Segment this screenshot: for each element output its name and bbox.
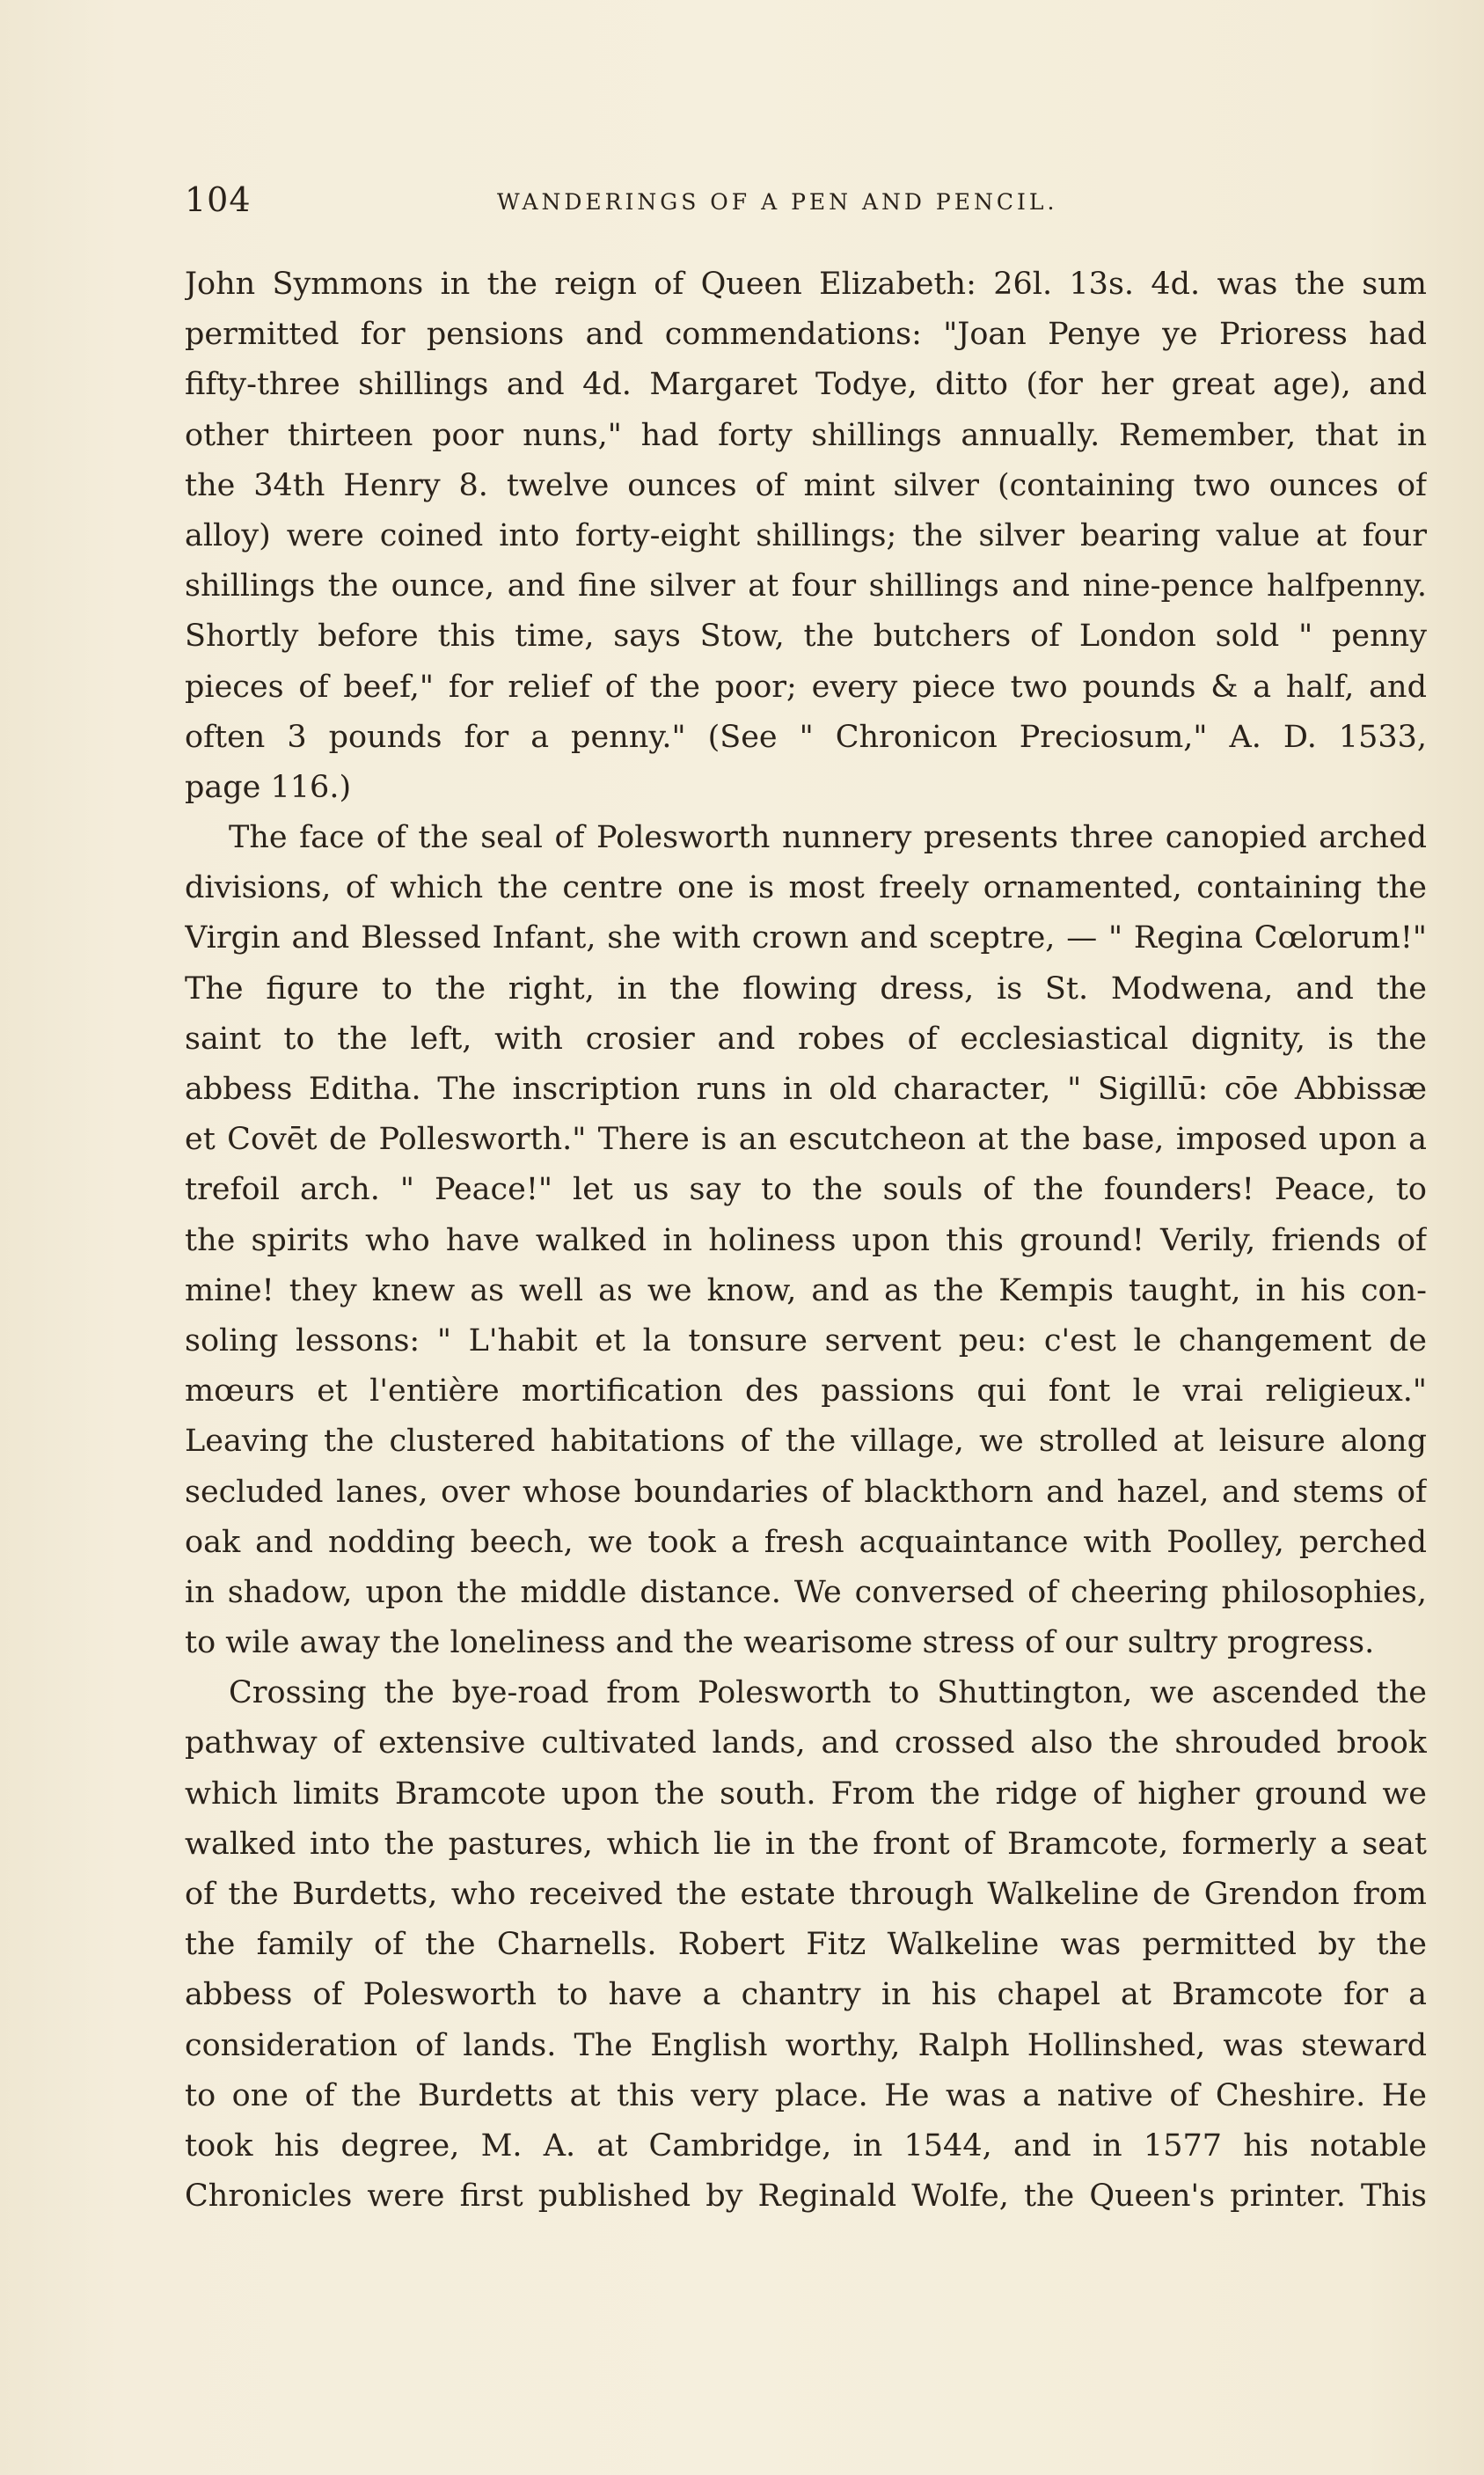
running-head: WANDERINGS OF A PEN AND PENCIL.	[497, 189, 1058, 215]
text-line: secluded lanes, over whose boundaries of blackthorn and hazel, and stems of	[185, 1474, 1427, 1510]
text-line: page 116.)	[185, 769, 352, 805]
text-line: other thirteen poor nuns," had forty shillings annually. Remember, that in	[185, 417, 1427, 453]
text-line: to wile away the loneliness and the wearisome stress of our sultry progress.	[185, 1625, 1375, 1661]
text-line: abbess Editha. The inscription runs in old character, " Sigillū: cōe Abbissæ	[185, 1072, 1427, 1107]
text-line: et Covēt de Pollesworth." There is an escutcheon at the base, imposed upon a	[185, 1122, 1427, 1158]
text-line: The figure to the right, in the flowing dress, is St. Modwena, and the	[185, 970, 1427, 1007]
text-line: to one of the Burdetts at this very place. He was a native of Cheshire. He	[185, 2077, 1427, 2113]
text-line: often 3 pounds for a penny." (See " Chronicon Preciosum," A. D. 1533,	[185, 719, 1427, 755]
text-line: walked into the pastures, which lie in the front of Bramcote, formerly a seat	[185, 1826, 1427, 1862]
text-line: the family of the Charnells. Robert Fitz Walkeline was permitted by the	[185, 1927, 1427, 1963]
text-line: took his degree, M. A. at Cambridge, in 1544, and in 1577 his notable	[185, 2127, 1427, 2164]
text-line: fifty-three shillings and 4d. Margaret Todye, ditto (for her great age), and	[185, 367, 1427, 403]
body-text	[185, 260, 1427, 2222]
text-line: Shortly before this time, says Stow, the butchers of London sold " penny	[185, 619, 1427, 655]
text-line: mine! they knew as well as we know, and as the Kempis taught, in his con-	[185, 1272, 1427, 1308]
text-line: Virgin and Blessed Infant, she with crown and sceptre, — " Regina Cœlorum!"	[185, 920, 1427, 956]
text-line: pathway of extensive cultivated lands, and crossed also the shrouded brook	[185, 1725, 1427, 1761]
text-line: the spirits who have walked in holiness upon this ground! Verily, friends of	[185, 1222, 1427, 1258]
text-line: trefoil arch. " Peace!" let us say to the souls of the founders! Peace, to	[185, 1172, 1427, 1208]
text-line: oak and nodding beech, we took a fresh acquaintance with Poolley, perched	[185, 1524, 1427, 1560]
page-number: 104	[185, 180, 252, 219]
text-line: alloy) were coined into forty-eight shillings; the silver bearing value at four	[185, 517, 1427, 553]
text-line: soling lessons: " L'habit et la tonsure servent peu: c'est le changement de	[185, 1322, 1427, 1358]
text-line: pieces of beef," for relief of the poor; every piece two pounds & a half, and	[185, 669, 1427, 705]
text-line: The face of the seal of Polesworth nunnery presents three canopied arched	[229, 820, 1427, 856]
text-line: in shadow, upon the middle distance. We conversed of cheering philosophies,	[185, 1574, 1427, 1610]
text-line: consideration of lands. The English worthy, Ralph Hollinshed, was steward	[185, 2027, 1427, 2063]
text-line: which limits Bramcote upon the south. From the ridge of higher ground we	[185, 1776, 1427, 1812]
page-header	[185, 180, 1434, 224]
text-line: the 34th Henry 8. twelve ounces of mint silver (containing two ounces of	[185, 467, 1427, 503]
text-line: permitted for pensions and commendations: "Joan Penye ye Prioress had	[185, 317, 1427, 353]
text-line: mœurs et l'entière mortification des passions qui font le vrai religieux."	[185, 1373, 1427, 1410]
text-line: Crossing the bye-road from Polesworth to Shuttington, we ascended the	[229, 1675, 1427, 1711]
text-line: shillings the ounce, and fine silver at four shillings and nine-pence halfpenny.	[185, 568, 1427, 604]
text-line: John Symmons in the reign of Queen Elizabeth: 26l. 13s. 4d. was the sum	[185, 267, 1427, 302]
text-line: saint to the left, with crosier and robes of ecclesiastical dignity, is the	[185, 1021, 1427, 1057]
text-line: abbess of Polesworth to have a chantry in his chapel at Bramcote for a	[185, 1977, 1427, 2013]
text-line: Leaving the clustered habitations of the village, we strolled at leisure along	[185, 1424, 1427, 1460]
text-line: divisions, of which the centre one is most freely ornamented, containing the	[185, 870, 1427, 906]
text-line: of the Burdetts, who received the estate through Walkeline de Grendon from	[185, 1877, 1427, 1912]
text-line: Chronicles were first published by Reginald Wolfe, the Queen's printer. This	[185, 2178, 1427, 2215]
